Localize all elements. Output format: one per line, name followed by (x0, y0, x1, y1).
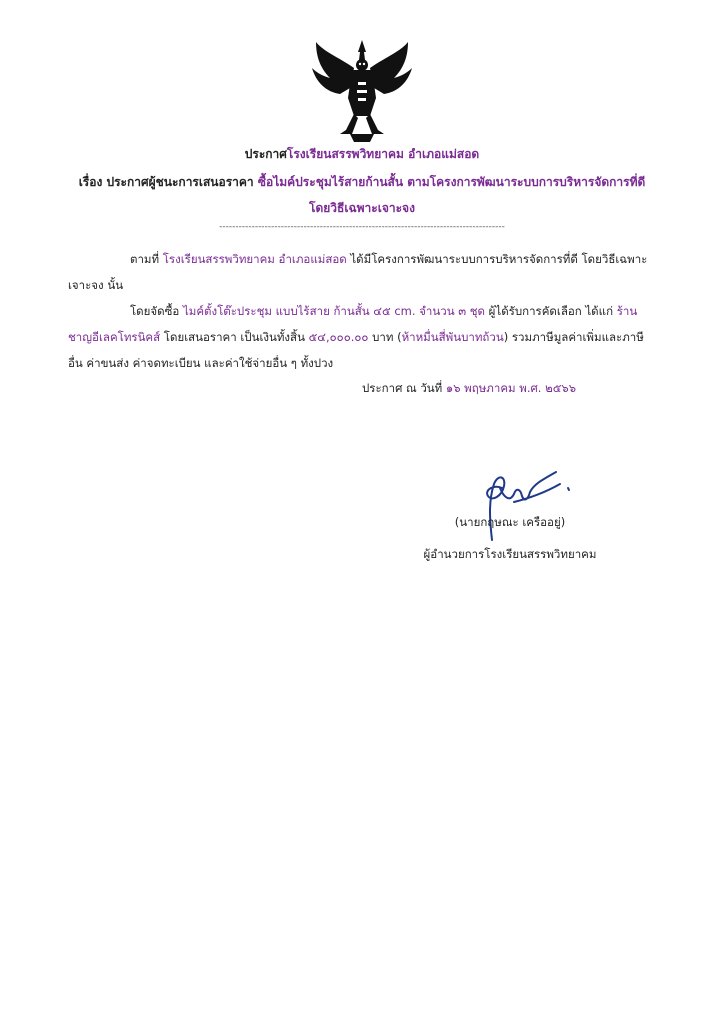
paragraph-1 (68, 246, 658, 298)
signer-position: ผู้อำนวยการโรงเรียนสรรพวิทยาคม (423, 547, 597, 561)
announce-date: ๑๖ พฤษภาคม พ.ศ. ๒๕๖๖ (445, 381, 576, 395)
subject-method: โดยวิธีเฉพาะเจาะจง (309, 201, 415, 215)
para2-text-a: โดยจัดซื้อ (130, 304, 183, 318)
title-prefix: ประกาศ (244, 147, 287, 161)
handwritten-signature (470, 462, 580, 546)
title-school: โรงเรียนสรรพวิทยาคม อำเภอแม่สอด (286, 147, 480, 161)
para2-amount: ๕๔,๐๐๐.๐๐ (308, 330, 369, 344)
para2-text-d: บาท ( (368, 330, 402, 344)
signer-name: (นายกฤษณะ เครืออยู่) (454, 515, 566, 529)
para1-text-b: ได้มีโครงการพัฒนาระบบการบริหารจัดการที่ดี โดยวิธีเฉพาะเจาะจง (68, 252, 648, 292)
para1-text-c: นั้น (103, 278, 124, 292)
para2-item: ไมค์ตั้งโต๊ะประชุม แบบไร้สาย ก้านสั้น ๔๕ cm. จำนวน ๓ ชุด (182, 304, 486, 318)
para1-text-a: ตามที่ (130, 252, 163, 266)
para2-vendor: ร้านชาญอีเลคโทรนิคส์ (68, 304, 638, 344)
garuda-emblem-icon (310, 38, 414, 144)
para1-school: โรงเรียนสรรพวิทยาคม อำเภอแม่สอด (162, 252, 347, 266)
subject-label: เรื่อง ประกาศผู้ชนะการเสนอราคา (78, 175, 254, 189)
announce-label: ประกาศ ณ วันที่ (362, 381, 446, 395)
subject-line (40, 170, 684, 194)
subject-item: ซื้อไมค์ประชุมไร้สายก้านสั้น ตามโครงการพัฒนาระบบการบริหารจัดการที่ดี (257, 175, 646, 189)
announcement-title (40, 142, 684, 166)
para2-text-c: โดยเสนอราคา เป็นเงินทั้งสิ้น (160, 330, 309, 344)
paragraph-2 (68, 298, 658, 376)
para2-text-b: ผู้ได้รับการคัดเลือก ได้แก่ (485, 304, 617, 318)
para2-amount-words: ห้าหมื่นสี่พันบาทถ้วน (401, 330, 504, 344)
separator-line: ---------------------------------------------------------------------------------------- (219, 222, 505, 232)
announcement-date-line (362, 380, 576, 398)
para2-text-e: ) รวมภาษีมูลค่าเพิ่มและภาษีอื่น ค่าขนส่ง ค่าจดทะเบียน และค่าใช้จ่ายอื่น ๆ ทั้งปวง (68, 330, 644, 370)
